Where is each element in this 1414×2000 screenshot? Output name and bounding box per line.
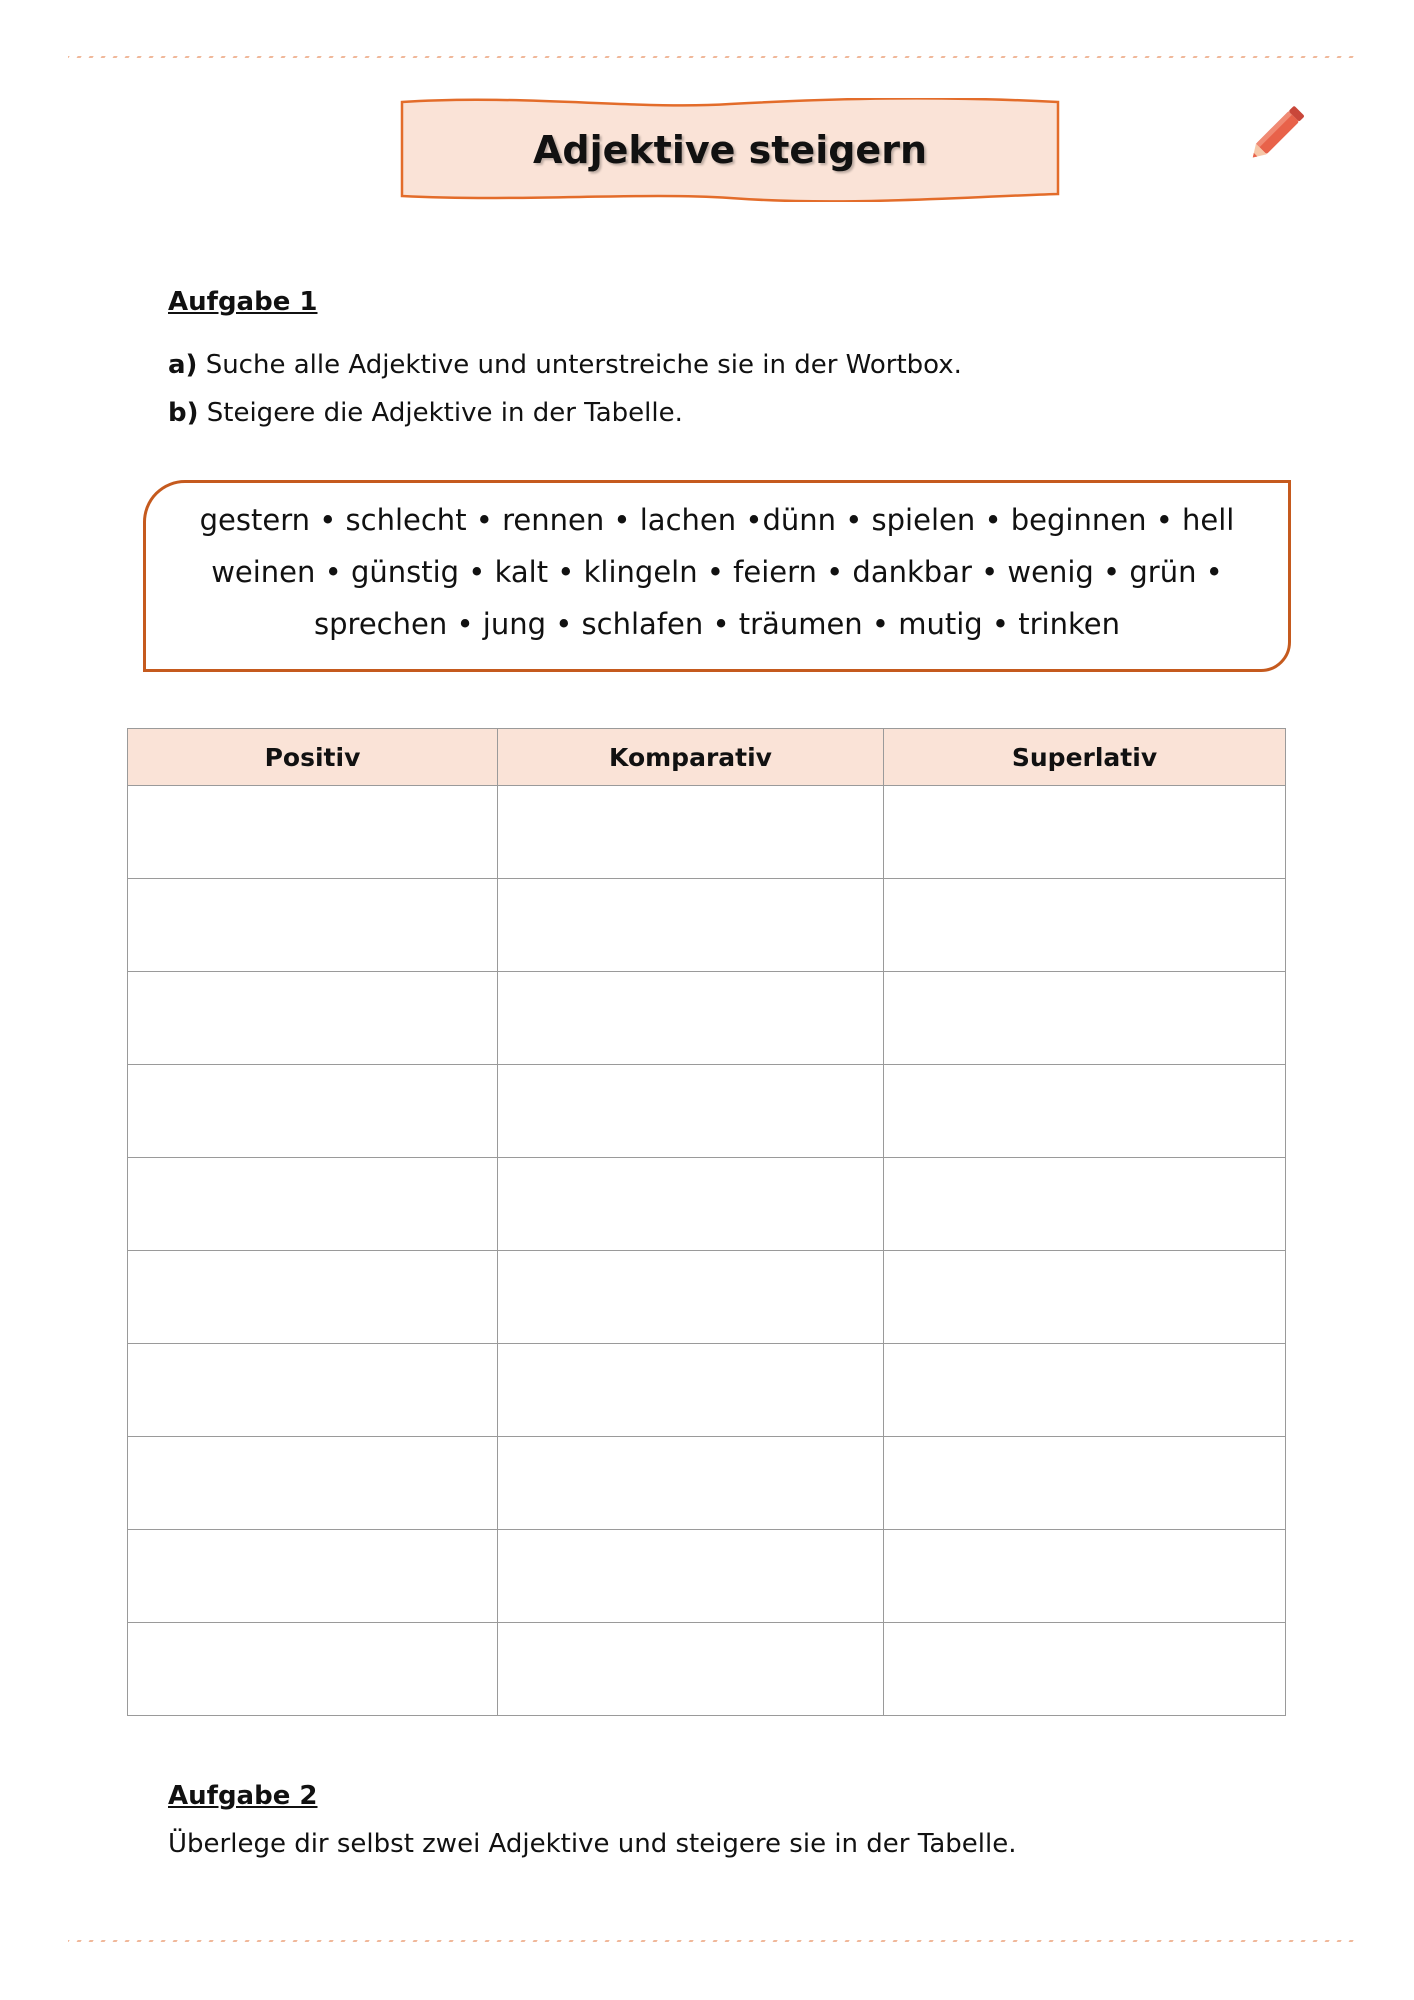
table-row: [128, 1065, 1286, 1158]
title-banner: [400, 98, 1060, 202]
table-row: [128, 1158, 1286, 1251]
table-cell-positiv[interactable]: [128, 972, 498, 1065]
instruction-a: [168, 350, 962, 380]
table-cell-komparativ[interactable]: [498, 1251, 884, 1344]
pencil-icon: [1240, 96, 1320, 166]
table-cell-superlativ[interactable]: [884, 1530, 1286, 1623]
task2-heading: Aufgabe 2: [168, 1781, 318, 1811]
table-row: [128, 1251, 1286, 1344]
table-cell-positiv[interactable]: [128, 1065, 498, 1158]
table-cell-superlativ[interactable]: [884, 972, 1286, 1065]
table-cell-superlativ[interactable]: [884, 1437, 1286, 1530]
task1-heading: Aufgabe 1: [168, 287, 318, 317]
table-cell-positiv[interactable]: [128, 879, 498, 972]
table-row: [128, 1623, 1286, 1716]
instruction-a-label: a): [168, 350, 198, 380]
table-cell-komparativ[interactable]: [498, 1344, 884, 1437]
table-body: [128, 786, 1286, 1716]
table-row: [128, 879, 1286, 972]
table-cell-positiv[interactable]: [128, 1344, 498, 1437]
table-row: [128, 1437, 1286, 1530]
top-decorative-border: [68, 52, 1358, 62]
table-cell-superlativ[interactable]: [884, 786, 1286, 879]
instruction-b-text: Steigere die Adjektive in der Tabelle.: [206, 398, 683, 428]
header-komparativ: Komparativ: [498, 729, 884, 786]
bottom-decorative-border: [68, 1936, 1358, 1946]
table-cell-positiv[interactable]: [128, 1251, 498, 1344]
table-cell-komparativ[interactable]: [498, 879, 884, 972]
table-cell-positiv[interactable]: [128, 1437, 498, 1530]
instruction-a-text: Suche alle Adjektive und unterstreiche sie in der Wortbox.: [205, 350, 962, 380]
table-cell-superlativ[interactable]: [884, 1251, 1286, 1344]
table-cell-superlativ[interactable]: [884, 1158, 1286, 1251]
table-cell-positiv[interactable]: [128, 1623, 498, 1716]
word-box-line: sprechen • jung • schlafen • träumen • mutig • trinken: [314, 607, 1120, 641]
table-cell-komparativ[interactable]: [498, 1437, 884, 1530]
word-box: [143, 480, 1291, 672]
table-cell-superlativ[interactable]: [884, 879, 1286, 972]
instruction-b: [168, 398, 683, 428]
word-box-line: gestern • schlecht • rennen • lachen •dünn • spielen • beginnen • hell: [199, 503, 1235, 537]
header-positiv: Positiv: [128, 729, 498, 786]
table-row: [128, 786, 1286, 879]
table-cell-positiv[interactable]: [128, 786, 498, 879]
word-box-line: weinen • günstig • kalt • klingeln • feiern • dankbar • wenig • grün •: [211, 555, 1223, 589]
table-row: [128, 1344, 1286, 1437]
table-cell-komparativ[interactable]: [498, 1623, 884, 1716]
table-cell-komparativ[interactable]: [498, 1065, 884, 1158]
table-cell-superlativ[interactable]: [884, 1065, 1286, 1158]
header-superlativ: Superlativ: [884, 729, 1286, 786]
table-row: [128, 972, 1286, 1065]
table-cell-komparativ[interactable]: [498, 786, 884, 879]
instruction-b-label: b): [168, 398, 199, 428]
table-cell-komparativ[interactable]: [498, 1158, 884, 1251]
table-cell-superlativ[interactable]: [884, 1344, 1286, 1437]
task2-instruction: Überlege dir selbst zwei Adjektive und steigere sie in der Tabelle.: [168, 1829, 1017, 1859]
table-header-row: [128, 729, 1286, 786]
table-cell-positiv[interactable]: [128, 1158, 498, 1251]
table-cell-komparativ[interactable]: [498, 1530, 884, 1623]
table-cell-superlativ[interactable]: [884, 1623, 1286, 1716]
page-title: Adjektive steigern: [533, 128, 927, 172]
table-cell-positiv[interactable]: [128, 1530, 498, 1623]
table-row: [128, 1530, 1286, 1623]
table-cell-komparativ[interactable]: [498, 972, 884, 1065]
comparison-table: [127, 728, 1286, 1716]
